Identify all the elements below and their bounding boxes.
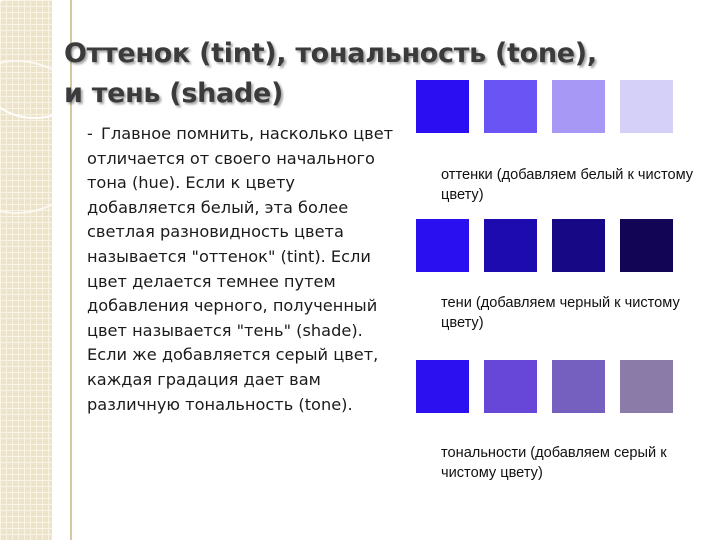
body-text-content: Главное помнить, насколько цвет отличается от своего начального тона (hue). Если к цвету добавляется белый, эта более светлая разновидность цвета называется "оттенок" (tint). Если цвет делается темнее путем добавления черного, полученный цвет называется "тень" (shade). Если же добавляется серый цвет, каждая градация дает вам различную тональность (tone).: [87, 124, 394, 414]
decorative-side-band: [0, 0, 52, 540]
decorative-ring: [0, 60, 52, 214]
tone-swatch: [552, 360, 605, 413]
tones-label: тональности (добавляем серый к чистому цвету): [441, 445, 667, 481]
tints-label: оттенки (добавляем белый к чистому цвету): [441, 167, 694, 203]
tone-swatch: [416, 360, 469, 413]
tone-swatch: [484, 360, 537, 413]
shade-swatch: [620, 219, 673, 272]
slide-title: Оттенок (tint), тональность (tone), и тень (shade): [64, 38, 597, 109]
shade-swatch: [484, 219, 537, 272]
tint-swatch: [416, 80, 469, 133]
bullet-marker: -: [87, 124, 93, 143]
shades-label: тени (добавляем черный к чистому цвету): [441, 295, 680, 331]
tint-swatch: [620, 80, 673, 133]
slide-body-text: [87, 122, 399, 417]
shade-swatch: [552, 219, 605, 272]
tint-swatch: [484, 80, 537, 133]
tint-swatch: [552, 80, 605, 133]
shade-swatch: [416, 219, 469, 272]
tone-swatch: [620, 360, 673, 413]
